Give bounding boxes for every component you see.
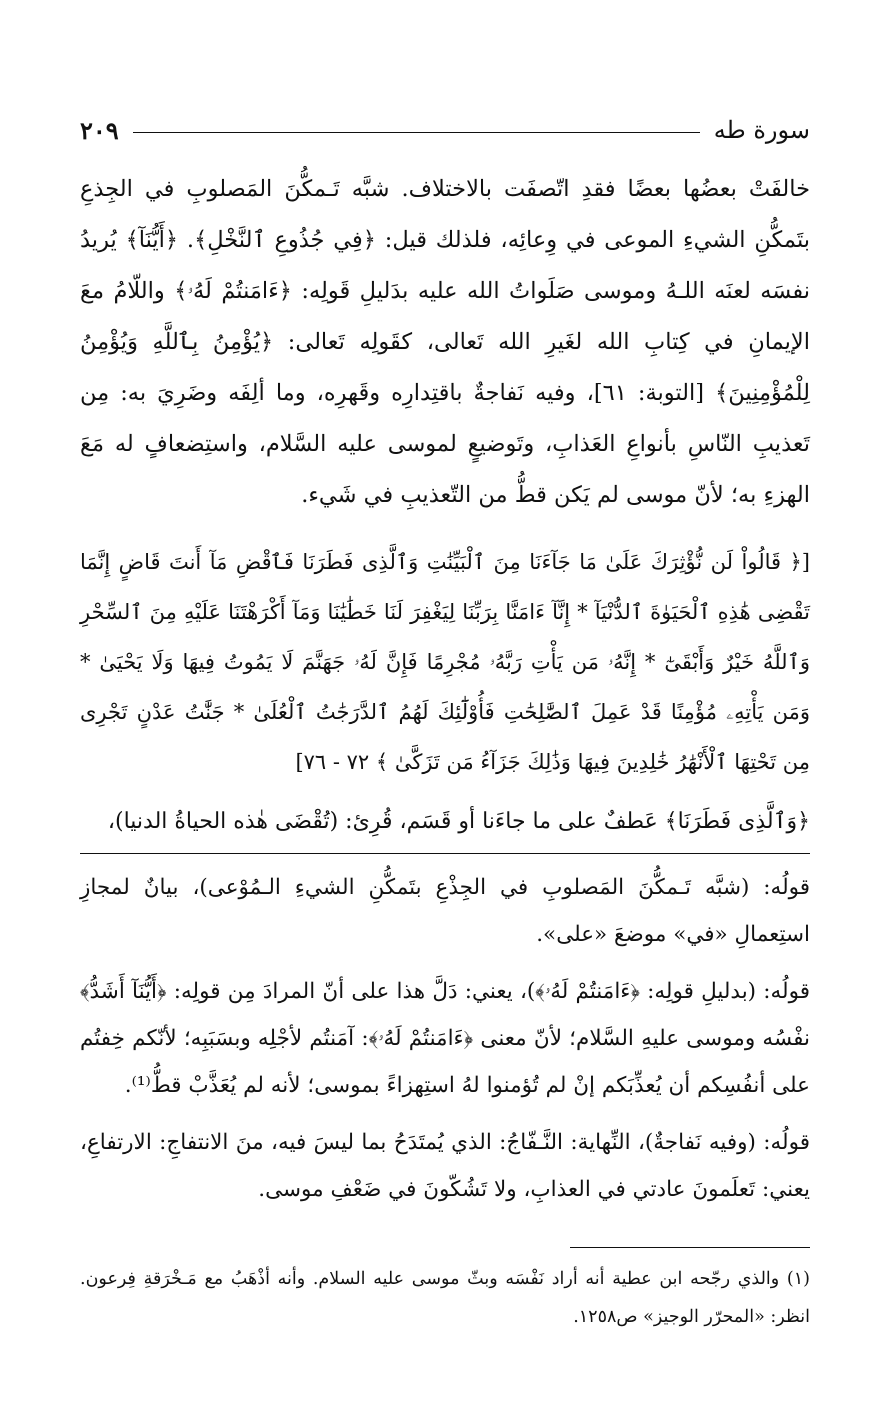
footnote: (١) والذي رجّحه ابن عطية أنه أراد نَفْسَه وبثّ موسى عليه السلام. وأنه أذْهَبُ مع مَـخْرَقةِ فِرعون. انظر: «المحرّر الوجيز» ص١٢٥٨. — [80, 1269, 810, 1327]
header-rule — [133, 132, 700, 133]
commentary-divider — [80, 853, 810, 854]
surah-title: سورة طه — [713, 116, 810, 144]
after-quran-text: ﴿وَٱلَّذِى فَطَرَنَا﴾ عَطفٌ على ما جاءَنا أو قَسَم، قُرِئ: (تُقْضَى هٰذه الحياةُ الدنيا)، — [107, 809, 810, 834]
footnote-divider — [570, 1247, 810, 1248]
quran-passage: [﴿ قَالُواْ لَن نُّؤْثِرَكَ عَلَىٰ مَا جَآءَنَا مِنَ ٱلْبَيِّنَٰتِ وَٱلَّذِى فَطَرَنَا فَٱقْضِ مَآ أَنتَ قَاضٍ إِنَّمَا تَقْضِى هَٰذِهِ ٱلْحَيَوٰةَ ٱلدُّنْيَآ * إِنَّآ ءَامَنَّا بِرَبِّنَا لِيَغْفِرَ لَنَا خَطَٰيَٰنَا وَمَآ أَكْرَهْتَنَا عَلَيْهِ مِنَ ٱلسِّحْرِ وَٱللَّهُ خَيْرٌ وَأَبْقَىٰٓ * إِنَّهُۥ مَن يَأْتِ رَبَّهُۥ مُجْرِمًا فَإِنَّ لَهُۥ جَهَنَّمَ لَا يَمُوتُ فِيهَا وَلَا يَحْيَىٰ * وَمَن يَأْتِهِۦ مُؤْمِنًا قَدْ عَمِلَ ٱلصَّٰلِحَٰتِ فَأُوْلَٰٓئِكَ لَهُمُ ٱلدَّرَجَٰتُ ٱلْعُلَىٰ * جَنَّٰتُ عَدْنٍ تَجْرِى مِن تَحْتِهَا ٱلْأَنْهَٰرُ خَٰلِدِينَ فِيهَا وَذَٰلِكَ جَزَآءُ مَن تَزَكَّىٰ ﴾ ٧٢ - ٧٦] — [80, 550, 810, 774]
commentary-paragraph: قولُه: (بدليلِ قولِه: ﴿ءَامَنتُمْ لَهُۥ﴾)، يعني: دَلَّ هذا على أنّ المرادَ مِن قولِه: ﴿أَيُّنَآ أَشَدُّ﴾ نفْسُه وموسى عليهِ السَّلام؛ لأنّ معنى ﴿ءَامَنتُمْ لَهُۥ﴾: آمَنتُم لأجْلِه وبسَبَبِه؛ لأنّكم خِفتُم على أنفُسِكم أن يُعذِّبَكم إنْ لم تُؤمنوا لهُ استِهزاءً بموسى؛ لأنه لم يُعَذَّبْ قطُّ⁽¹⁾. — [80, 979, 810, 1098]
page-number: ٢٠٩ — [80, 115, 119, 145]
page-header — [80, 110, 810, 150]
commentary-paragraph: قولُه: (وفيه نَفاجةٌ)، النِّهاية: النَّـفّاجُ: الذي يُمتَدَحُ بما ليسَ فيه، منَ الانتفاجِ: الارتفاعِ، يعني: تَعلَمونَ عادتي في العذابِ، ولا تَشُكّونَ في ضَعْفِ موسى. — [80, 1130, 810, 1202]
commentary-paragraph: قولُه: (شبَّه تَـمكُّنَ المَصلوبِ في الجِذْعِ بتَمكُّنِ الشيءِ الـمُوْعى)، بيانٌ لمجازِ استِعمالِ «في» موضعَ «على». — [80, 875, 810, 947]
main-text: خالفَتْ بعضُها بعضًا فقدِ اتّصفَت بالاختلاف. شبَّه تَـمكُّنَ المَصلوبِ في الجِذعِ بتَمكُّنِ الشيءِ الموعى في وِعائِه، فلذلك قيل: ﴿فِي جُذُوعِ ٱلنَّخْلِ﴾. ﴿أَيُّنَآ﴾ يُريدُ نفسَه لعنَه اللـهُ وموسى صَلَواتُ الله عليه بدَليلِ قَولِه: ﴿ءَامَنتُمْ لَهُۥ﴾ واللّامُ معَ الإيمانِ في كِتابِ الله لغَيرِ الله تَعالى، كقَولِه تَعالى: ﴿يُؤْمِنُ بِٱللَّهِ وَيُؤْمِنُ لِلْمُؤْمِنِينَ﴾ [التوبة: ٦١]، وفيه نَفاجةٌ باقتِدارِه وقَهرِه، وما ألِفَه وضَرِيَ به: مِن تَعذيبِ النّاسِ بأنواعِ العَذابِ، وتَوضيعٍ لموسى عليه السَّلام، واستِضعافٍ له مَعَ الهزءِ به؛ لأنّ موسى لم يَكن قطُّ من التّعذيبِ في شَيء. — [80, 176, 810, 508]
